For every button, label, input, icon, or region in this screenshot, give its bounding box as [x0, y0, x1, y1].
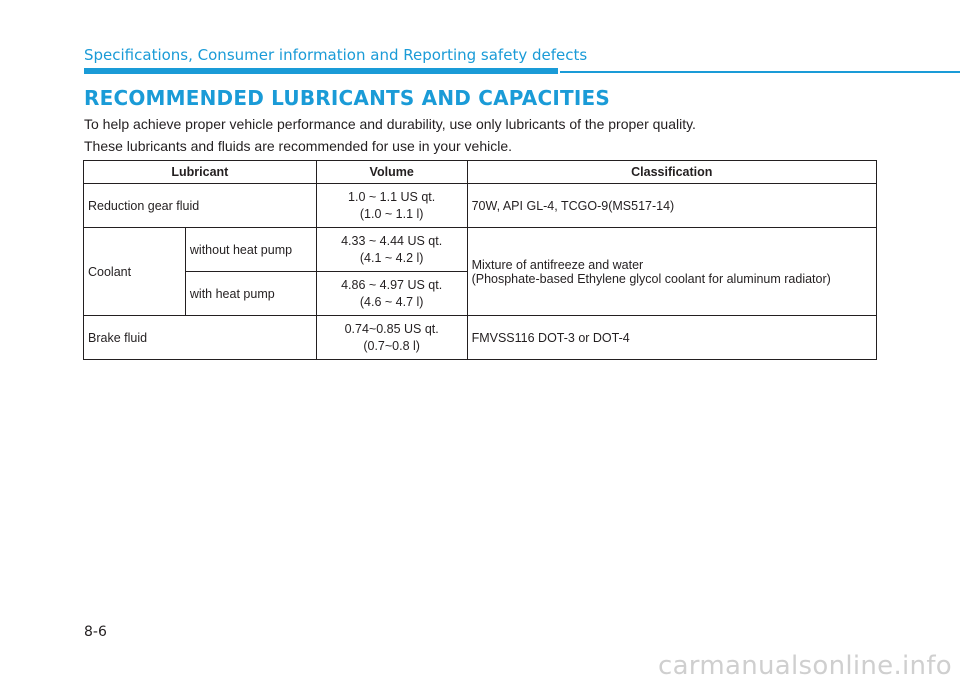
classification-line-2: (Phosphate-based Ethylene glycol coolant for aluminum radiator) [471, 271, 831, 286]
table-header-row [84, 161, 877, 184]
volume-us: 4.33 ~ 4.44 US qt. [341, 233, 443, 248]
lubricants-table [83, 160, 877, 360]
watermark: carmanualsonline.info [657, 651, 952, 681]
volume-liters: (0.7~0.8 l) [363, 338, 420, 353]
header-classification: Classification [467, 161, 876, 184]
classification-cell: 70W, API GL-4, TCGO-9(MS517-14) [467, 184, 876, 228]
intro-line-1: To help achieve proper vehicle performance and durability, use only lubricants of the proper quality. [84, 116, 696, 132]
page-title: RECOMMENDED LUBRICANTS AND CAPACITIES [84, 86, 610, 110]
page-number: 8-6 [84, 624, 107, 640]
lubricant-cell: Brake fluid [84, 316, 317, 360]
header-lubricant: Lubricant [84, 161, 317, 184]
header-rule-thick [84, 68, 558, 74]
table-row [84, 184, 877, 228]
volume-liters: (4.6 ~ 4.7 l) [359, 294, 424, 309]
volume-cell [316, 184, 467, 228]
section-header: Specifications, Consumer information and Reporting safety defects [84, 46, 588, 64]
volume-cell [316, 316, 467, 360]
volume-us: 4.86 ~ 4.97 US qt. [341, 277, 443, 292]
intro-text [84, 113, 884, 157]
volume-liters: (4.1 ~ 4.2 l) [359, 250, 424, 265]
lubricant-cell: Reduction gear fluid [84, 184, 317, 228]
lubricant-cell: Coolant [84, 228, 186, 316]
volume-liters: (1.0 ~ 1.1 l) [359, 206, 424, 221]
classification-cell [467, 228, 876, 316]
classification-line-1: Mixture of antifreeze and water [471, 257, 644, 272]
volume-cell [316, 272, 467, 316]
coolant-variant-cell: without heat pump [185, 228, 316, 272]
volume-us: 1.0 ~ 1.1 US qt. [348, 189, 436, 204]
table-row [84, 228, 877, 272]
volume-us: 0.74~0.85 US qt. [344, 321, 439, 336]
classification-cell: FMVSS116 DOT-3 or DOT-4 [467, 316, 876, 360]
volume-cell [316, 228, 467, 272]
header-rule-thin [560, 71, 960, 73]
coolant-variant-cell: with heat pump [185, 272, 316, 316]
table-row [84, 316, 877, 360]
header-volume: Volume [316, 161, 467, 184]
intro-line-2: These lubricants and fluids are recommended for use in your vehicle. [84, 138, 512, 154]
